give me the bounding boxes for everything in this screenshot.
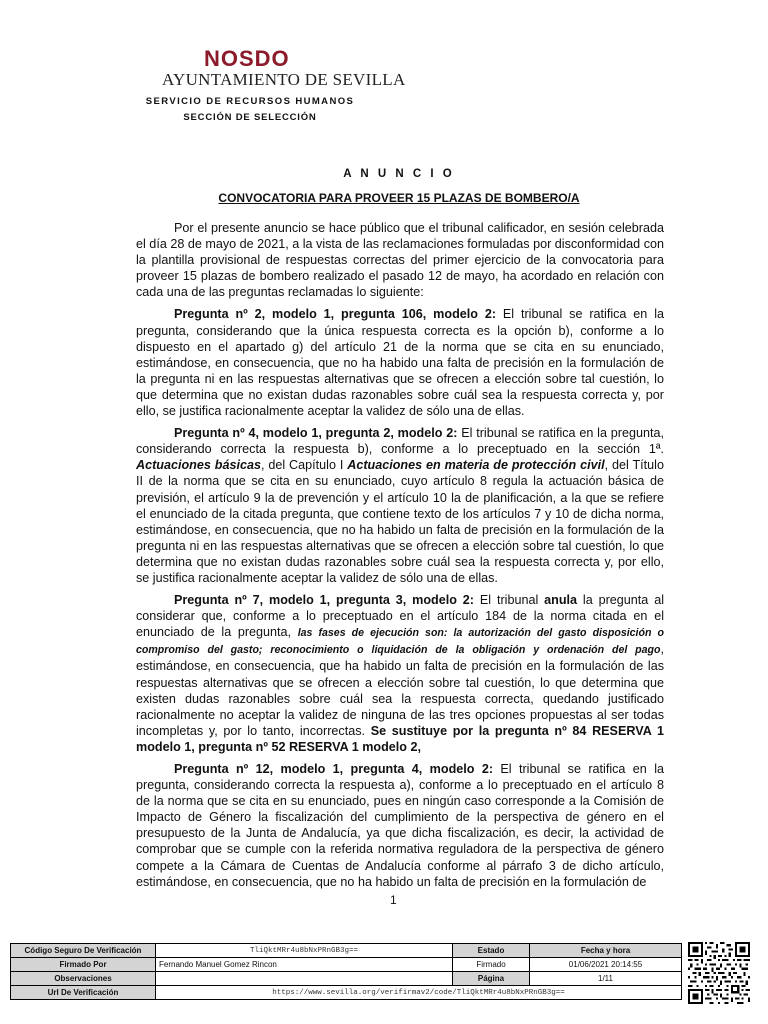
estado-label: Estado xyxy=(453,944,530,958)
observaciones-label: Observaciones xyxy=(11,972,156,986)
fecha-value: 01/06/2021 20:14:55 xyxy=(530,958,682,972)
question-text: El tribunal se ratifica en la pregunta, considerando correcta la respuesta b), conforme a lo preceptuado en la sección 1ª. xyxy=(136,426,664,457)
question-paragraph-3 xyxy=(136,592,664,755)
replacement-note: Se sustituye por la pregunta nº 84 RESERVA 1 modelo 1, pregunta nº 52 RESERVA 1 modelo 2, xyxy=(136,723,664,754)
firmado-por-value: Fernando Manuel Gomez Rincon xyxy=(156,958,453,972)
question-text: la pregunta al considerar que, conforme a lo preceptuado en el artículo 184 de la norma citada en el enunciado de la pregunta, xyxy=(136,593,664,640)
document-title: A N U N C I O xyxy=(343,168,455,180)
emphasis-text: Actuaciones en materia de protección civil xyxy=(347,458,605,473)
question-text: El tribunal xyxy=(474,593,545,608)
question-paragraph-4 xyxy=(136,761,664,890)
url-label: Url De Verificación xyxy=(11,986,156,1000)
question-text: El tribunal se ratifica en la pregunta, considerando que la única respuesta correcta es la opción b), conforme a lo dispuesto en el apartado g) del artículo 21 de la norma que se cita en su enunciado, estimándose, en consecuencia, que no ha habido una falta de precisión en la formulación de la pregunta ni en las respuestas alternativas que se ofrecen a elección sobre tal cuestión, lo que determina que no existan dudas razonables sobre cuál sea la respuesta correcta y, por ello, se justifica racionalmente aceptar la validez de sólo una de ellas. xyxy=(136,307,664,419)
page-number: 1 xyxy=(390,893,397,907)
emphasis-text: anula xyxy=(544,593,578,608)
question-heading: Pregunta nº 4, modelo 1, pregunta 2, modelo 2: xyxy=(174,426,458,441)
qr-code-icon xyxy=(688,942,750,1004)
question-heading: Pregunta nº 7, modelo 1, pregunta 3, modelo 2: xyxy=(174,593,475,608)
csv-label: Código Seguro De Verificación xyxy=(11,944,156,958)
question-paragraph-2 xyxy=(136,425,664,586)
csv-value: TliQktMRr4u8bNxPRnGB3g== xyxy=(156,944,453,958)
logo-org-name: AYUNTAMIENTO DE SEVILLA xyxy=(162,70,406,89)
firmado-status: Firmado xyxy=(453,958,530,972)
verification-url[interactable]: https://www.sevilla.org/verifirmav2/code/TliQktMRr4u8bNxPRnGB3g== xyxy=(156,986,682,1000)
pagina-value: 1/11 xyxy=(530,972,682,986)
signature-table xyxy=(10,943,682,1000)
intro-paragraph: Por el presente anuncio se hace público que el tribunal calificador, en sesión celebrada el día 28 de mayo de 2021, a la vista de las reclamaciones formuladas por disconformidad con la plantilla provisional de respuestas correctas del primer ejercicio de la convocatoria para proveer 15 plazas de bombero realizado el pasado 12 de mayo, ha acordado en relación con cada una de las preguntas reclamadas lo siguiente: xyxy=(136,221,664,300)
question-text: , del Título II de la norma que se cita en su enunciado, cuyo artículo 8 regula la actuación básica de previsión, el artículo 9 la de prevención y el artículo 10 la de planificación, a la que se refiere el enunciado de la citada pregunta, que contiene texto de los artículos 7 y 10 de dicha norma, estimándose, en consecuencia, que no ha habido un falta de precisión en la formulación de la pregunta ni en las respuestas alternativas que se ofrecen a elección sobre tal cuestión, lo que determina que no existan dudas razonables sobre cuál sea la respuesta correcta y, por ello, se justifica racionalmente aceptar la validez de sólo una de ellas. xyxy=(136,458,664,585)
firmado-por-label: Firmado Por xyxy=(11,958,156,972)
emphasis-text: Actuaciones básicas xyxy=(136,458,261,473)
question-text: , estimándose, en consecuencia, que ha habido un falta de precisión en la formulación de las respuestas alternativas que se ofrecen a elección sobre tal cuestión, lo que determina que existen dudas razonables sobre cuál sea la respuesta correcta, quedando justificado racionalmente no aceptar la validez de ninguna de las tres opciones propuestas al ser todas incompletas y, por lo tanto, incorrectas. xyxy=(136,642,664,738)
question-text: El tribunal se ratifica en la pregunta, considerando correcta la respuesta a), conforme a lo preceptuado en el artículo 8 de la norma que se cita en su enunciado, pues en ningún caso corresponde a la Comisión de Impacto de Género la fiscalización del cumplimiento de la perspectiva de género en el presupuesto de la Junta de Andalucía, ya que dicha fiscalización, es decir, la actividad de comprobar que se cumple con la referida normativa reguladora de la perspectiva de género compete a la Cámara de Cuentas de Andalucía conforme al párrafo 3 de dicho artículo, estimándose, en consecuencia, que no ha habido un falta de precisión en la formulación de xyxy=(136,762,664,889)
question-text: , del Capítulo I xyxy=(260,458,348,473)
observaciones-value xyxy=(156,972,453,986)
fecha-label: Fecha y hora xyxy=(530,944,682,958)
logo-nosdo: NOSDO xyxy=(204,46,290,71)
section-name: SECCIÓN DE SELECCIÓN xyxy=(183,112,317,123)
document-subtitle: CONVOCATORIA PARA PROVEER 15 PLAZAS DE BOMBERO/A xyxy=(218,191,580,205)
question-paragraph-1 xyxy=(136,306,664,419)
pagina-label: Página xyxy=(453,972,530,986)
question-heading: Pregunta nº 12, modelo 1, pregunta 4, modelo 2: xyxy=(174,762,494,776)
document-body xyxy=(136,220,664,896)
question-heading: Pregunta nº 2, modelo 1, pregunta 106, modelo 2: xyxy=(174,307,497,322)
department-name: SERVICIO DE RECURSOS HUMANOS xyxy=(145,96,355,107)
quoted-text: las fases de ejecución son: la autorización del gasto disposición o compromiso del gasto; reconocimiento o liquidación de la obligación y ordenación del pago xyxy=(136,627,664,657)
city-logo xyxy=(150,46,406,94)
